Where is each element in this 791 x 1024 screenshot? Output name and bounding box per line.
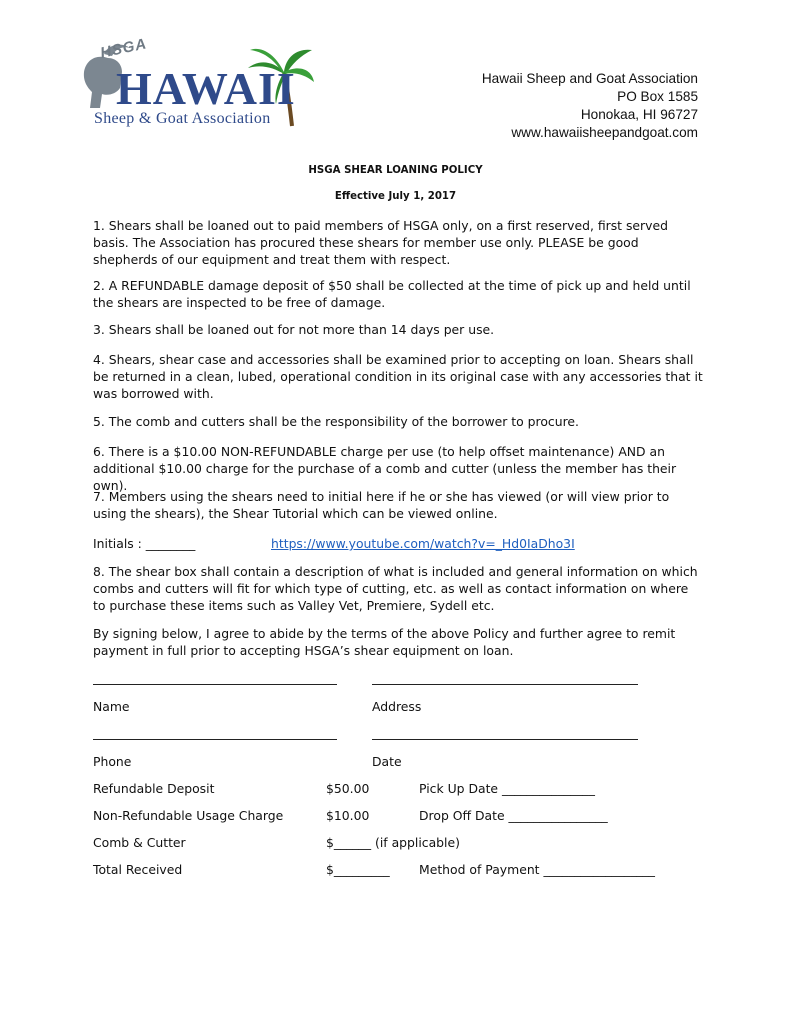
address-city: Honokaa, HI 96727	[580, 107, 698, 122]
address-signature-line[interactable]	[372, 684, 638, 685]
drop-off-date-field[interactable]: Drop Off Date ________________	[419, 808, 608, 823]
address-org-name: Hawaii Sheep and Goat Association	[481, 71, 698, 86]
comb-cutter-label: Comb & Cutter	[93, 835, 186, 850]
address-label: Address	[372, 699, 422, 714]
policy-item-3: 3. Shears shall be loaned out for not more than 14 days per use.	[93, 322, 495, 337]
policy-item-2: 2. A REFUNDABLE damage deposit of $50 shall be collected at the time of pick up and held until the shears are inspected to be free of damage.	[93, 278, 691, 310]
refundable-deposit-value: $50.00	[326, 781, 370, 796]
refundable-deposit-label: Refundable Deposit	[93, 781, 215, 796]
date-label: Date	[372, 754, 402, 769]
policy-item-5: 5. The comb and cutters shall be the responsibility of the borrower to procure.	[93, 414, 579, 429]
comb-cutter-field[interactable]: $______ (if applicable)	[326, 835, 460, 850]
policy-item-8: 8. The shear box shall contain a description of what is included and general information on which combs and cutters will fit for which type of cutting, etc. as well as contact information on where to purchase these items such as Valley Vet, Premiere, Sydell etc.	[93, 564, 698, 613]
usage-charge-label: Non-Refundable Usage Charge	[93, 808, 284, 823]
phone-label: Phone	[93, 754, 132, 769]
document-title: HSGA SHEAR LOANING POLICY	[308, 165, 483, 176]
policy-item-4: 4. Shears, shear case and accessories shall be examined prior to accepting on loan. Shears shall be returned in a clean, lubed, operational condition in its original case with any accessories that it was borrowed with.	[93, 352, 703, 401]
name-label: Name	[93, 699, 130, 714]
total-received-field[interactable]: $_________	[326, 862, 390, 877]
logo-subtitle: Sheep & Goat Association	[94, 110, 271, 127]
method-of-payment-field[interactable]: Method of Payment __________________	[419, 862, 655, 877]
pick-up-date-field[interactable]: Pick Up Date _______________	[419, 781, 595, 796]
name-signature-line[interactable]	[93, 684, 337, 685]
hsga-logo	[78, 35, 316, 130]
address-po-box: PO Box 1585	[617, 89, 698, 104]
address-website: www.hawaiisheepandgoat.com	[511, 125, 698, 140]
total-received-label: Total Received	[93, 862, 183, 877]
effective-date: Effective July 1, 2017	[334, 191, 457, 202]
initials-field[interactable]: Initials : ________	[93, 536, 196, 551]
phone-signature-line[interactable]	[93, 739, 337, 740]
agreement-text: By signing below, I agree to abide by the terms of the above Policy and further agree to remit payment in full prior to accepting HSGA’s shear equipment on loan.	[93, 626, 676, 658]
logo-small-text: HSGA	[98, 35, 149, 62]
policy-item-6: 6. There is a $10.00 NON-REFUNDABLE charge per use (to help offset maintenance) AND an additional $10.00 charge for the purchase of a comb and cutter (unless the member has their own).	[93, 444, 677, 493]
usage-charge-value: $10.00	[326, 808, 370, 823]
tutorial-link[interactable]: https://www.youtube.com/watch?v=_Hd0IaDho3I	[271, 536, 575, 551]
date-signature-line[interactable]	[372, 739, 638, 740]
policy-item-1: 1. Shears shall be loaned out to paid members of HSGA only, on a first reserved, first served basis. The Association has procured these shears for member use only. PLEASE be good shepherds of our equipment and treat them with respect.	[93, 218, 668, 267]
logo-title: HAWAII	[116, 63, 296, 114]
policy-item-7: 7. Members using the shears need to initial here if he or she has viewed (or will view prior to using the shears), the Shear Tutorial which can be viewed online.	[93, 489, 670, 521]
